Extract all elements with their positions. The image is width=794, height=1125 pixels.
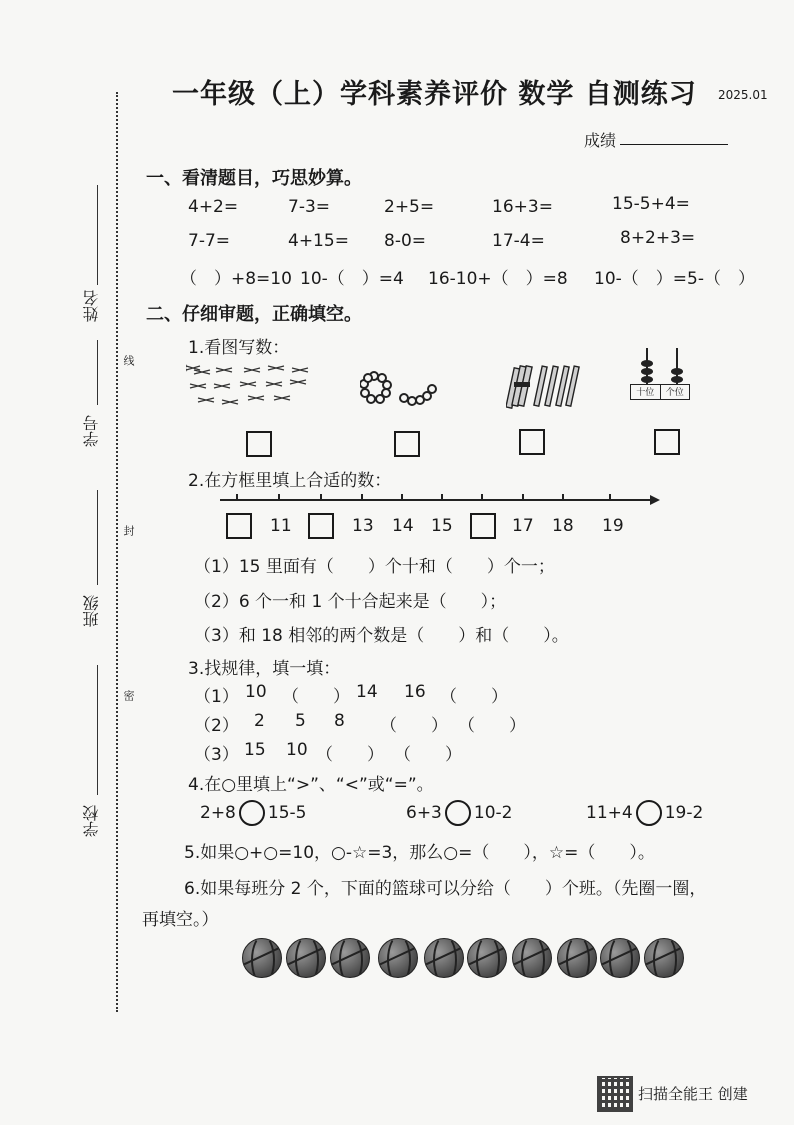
problem: 17-4= — [492, 231, 545, 251]
seal-mark-secret: 密 — [122, 690, 135, 701]
scanner-watermark: 扫描全能王 创建 — [638, 1085, 748, 1103]
problem: 7-3= — [288, 197, 331, 217]
problem: 8+2+3= — [620, 228, 696, 248]
row-index: （1） — [194, 687, 239, 707]
scissors-group-icon — [186, 364, 322, 416]
name-label: 姓名 — [82, 290, 101, 322]
pattern-value: 10 — [245, 682, 267, 702]
qr-code-icon — [597, 1076, 633, 1112]
q2-sub2: （2）6 个一和 1 个十合起来是（ ）； — [194, 592, 507, 612]
basketball-icon[interactable] — [424, 938, 464, 978]
compare-circle[interactable] — [239, 800, 265, 826]
q4-label: 4.在○里填上“>”、“<”或“=”。 — [188, 775, 434, 795]
pattern-blank[interactable]: （ ） — [282, 687, 350, 707]
q2-sub1: （1）15 里面有（ ）个十和（ ）个一； — [194, 557, 555, 577]
seal-mark-seal: 封 — [122, 525, 135, 536]
problem: 15-5+4= — [612, 194, 690, 214]
number-label: 18 — [552, 516, 574, 536]
class-field[interactable] — [97, 490, 98, 585]
school-label: 学校 — [82, 805, 101, 837]
problem: 2+5= — [384, 197, 435, 217]
school-field[interactable] — [97, 665, 98, 795]
basketball-icon[interactable] — [512, 938, 552, 978]
pattern-value: 16 — [404, 682, 426, 702]
number-label: 14 — [392, 516, 414, 536]
problem: （ ）+8=10 — [180, 269, 292, 289]
problem: 8-0= — [384, 231, 427, 251]
pattern-blank[interactable]: （ ） — [440, 687, 508, 707]
problem: 16+3= — [492, 197, 553, 217]
compare-circle[interactable] — [636, 800, 662, 826]
pattern-blank[interactable]: （ ） — [316, 745, 384, 765]
problem: 4+15= — [288, 231, 349, 251]
page-title: 一年级（上）学科素养评价 数学 自测练习 — [172, 79, 697, 110]
compare-left: 2+8 — [200, 803, 236, 823]
pattern-value: 15 — [244, 740, 266, 760]
problem: 10-（ ）=4 — [300, 269, 404, 289]
problem: 7-7= — [188, 231, 231, 251]
compare-circle[interactable] — [445, 800, 471, 826]
binding-dotted-line — [116, 92, 118, 1012]
section1-title: 一、看清题目，巧思妙算。 — [146, 168, 362, 189]
basketball-icon[interactable] — [467, 938, 507, 978]
problem: 10-（ ）=5-（ ） — [594, 269, 755, 289]
number-label: 15 — [431, 516, 453, 536]
row-index: （3） — [194, 745, 239, 765]
basketball-icon[interactable] — [557, 938, 597, 978]
pattern-value: 2 — [254, 711, 265, 731]
answer-box[interactable] — [394, 431, 420, 457]
answer-box[interactable] — [226, 513, 252, 539]
class-label: 班级 — [82, 595, 101, 627]
answer-box[interactable] — [519, 429, 545, 455]
pattern-blank[interactable]: （ ） — [394, 745, 462, 765]
name-field[interactable] — [97, 185, 98, 285]
basketball-icon[interactable] — [242, 938, 282, 978]
answer-box[interactable] — [246, 431, 272, 457]
basketball-icon[interactable] — [644, 938, 684, 978]
pattern-blank[interactable]: （ ） — [380, 716, 448, 736]
compare-item — [586, 800, 703, 826]
q1-label: 1.看图写数： — [188, 338, 290, 358]
compare-item — [406, 800, 512, 826]
compare-left: 11+4 — [586, 803, 633, 823]
pattern-value: 10 — [286, 740, 308, 760]
pattern-value: 8 — [334, 711, 345, 731]
sticks-bundle-icon — [506, 362, 580, 410]
q6-text-line2: 再填空。） — [142, 910, 219, 930]
answer-box[interactable] — [654, 429, 680, 455]
student-id-label: 学号 — [82, 415, 101, 447]
q3-label: 3.找规律，填一填： — [188, 659, 341, 679]
q2-label: 2.在方框里填上合适的数： — [188, 471, 392, 491]
pattern-blank[interactable]: （ ） — [458, 716, 526, 736]
problem: 4+2= — [188, 197, 239, 217]
beads-icon — [360, 370, 442, 410]
q6-text-line1: 6.如果每班分 2 个，下面的篮球可以分给（ ）个班。（先圈一圈， — [184, 879, 707, 899]
exam-date: 2025.01 — [718, 88, 768, 102]
number-label: 17 — [512, 516, 534, 536]
abacus-tens-label: 十位 — [631, 385, 661, 399]
problem: 16-10+（ ）=8 — [428, 269, 568, 289]
compare-right: 10-2 — [473, 803, 513, 823]
answer-box[interactable] — [308, 513, 334, 539]
compare-item — [200, 800, 306, 826]
pattern-value: 5 — [295, 711, 306, 731]
pattern-value: 14 — [356, 682, 378, 702]
abacus-icon — [630, 348, 690, 400]
answer-box[interactable] — [470, 513, 496, 539]
basketball-icon[interactable] — [330, 938, 370, 978]
q2-sub3: （3）和 18 相邻的两个数是（ ）和（ ）。 — [194, 626, 569, 646]
number-label: 13 — [352, 516, 374, 536]
score-label: 成绩 — [584, 131, 617, 150]
row-index: （2） — [194, 716, 239, 736]
number-label: 19 — [602, 516, 624, 536]
basketball-icon[interactable] — [600, 938, 640, 978]
student-id-field[interactable] — [97, 340, 98, 405]
compare-right: 15-5 — [267, 803, 307, 823]
compare-left: 6+3 — [406, 803, 442, 823]
seal-mark-line: 线 — [122, 355, 135, 366]
score-field[interactable] — [620, 144, 728, 145]
number-label: 11 — [270, 516, 292, 536]
number-line-arrow — [220, 492, 660, 508]
q5-text: 5.如果○+○=10，○-☆=3，那么○=（ ），☆=（ ）。 — [184, 843, 655, 863]
basketball-icon[interactable] — [286, 938, 326, 978]
section2-title: 二、仔细审题，正确填空。 — [146, 304, 362, 325]
abacus-ones-label: 个位 — [665, 388, 684, 398]
compare-right: 19-2 — [664, 803, 704, 823]
basketball-icon[interactable] — [378, 938, 418, 978]
